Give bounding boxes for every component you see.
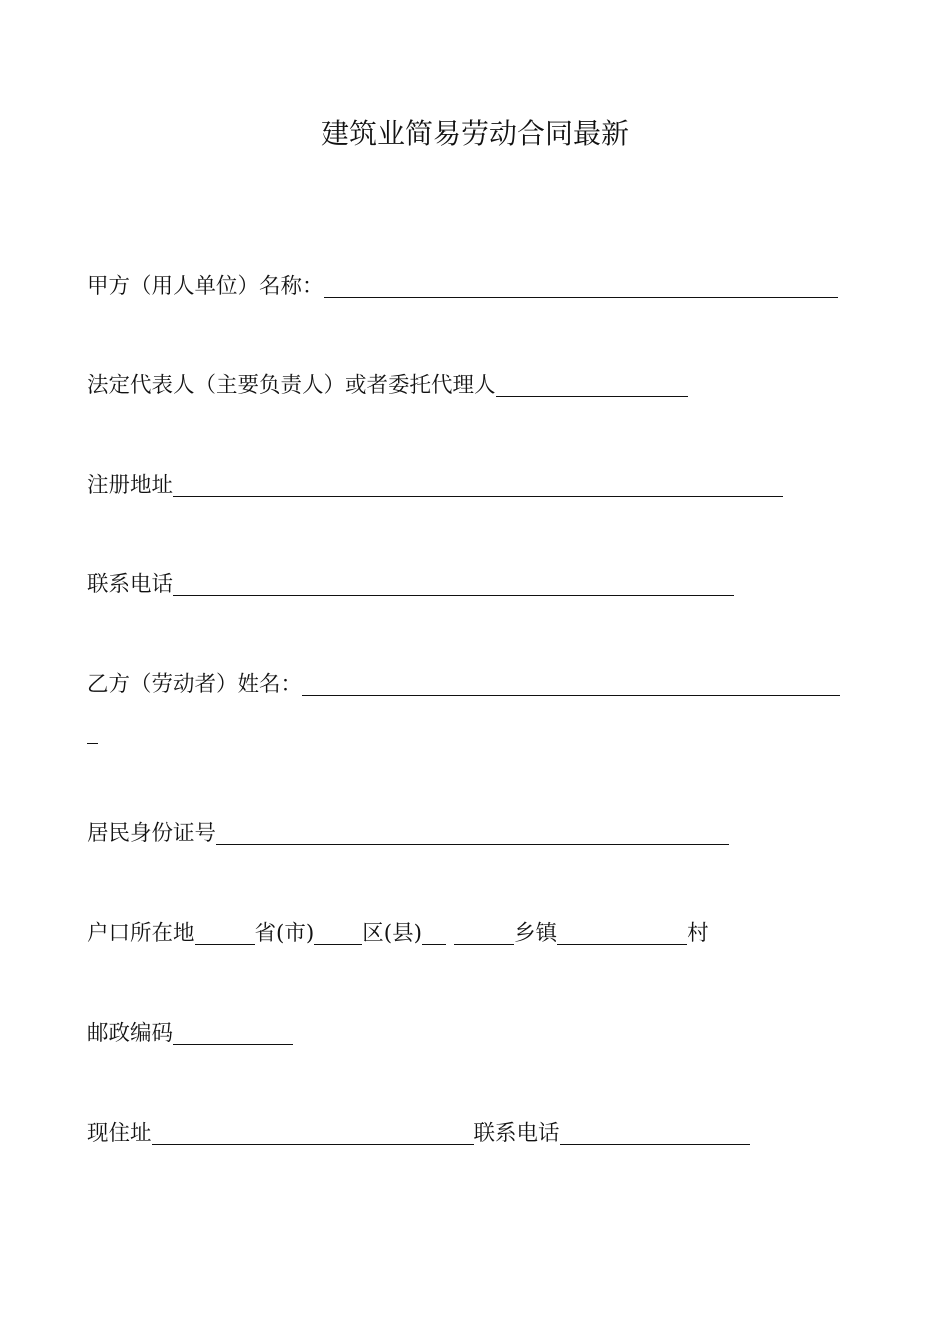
party-b-name-label: 乙方（劳动者）姓名： [87,672,303,697]
id-number-label: 居民身份证号 [87,821,217,846]
phone-a-label: 联系电话 [87,572,174,597]
postal-code-row [87,1013,293,1049]
current-address-blank[interactable] [152,1122,474,1145]
hukou-province-label: 省(市) [254,921,315,946]
party-b-name-row [87,664,840,700]
hukou-village-blank[interactable] [557,922,687,945]
current-address-label: 现住址 [87,1121,152,1146]
phone-a-blank[interactable] [173,573,734,596]
phone-b-blank[interactable] [560,1122,750,1145]
legal-rep-blank[interactable] [496,374,688,397]
party-b-name-continuation [87,712,98,748]
registered-address-label: 注册地址 [87,473,174,498]
legal-rep-label: 法定代表人（主要负责人）或者委托代理人 [87,373,496,398]
party-a-name-label: 甲方（用人单位）名称： [87,274,324,299]
hukou-village-label: 村 [687,921,709,946]
current-address-row [87,1113,750,1149]
id-number-row [87,813,729,849]
registered-address-row [87,465,783,501]
party-b-name-blank-continuation[interactable] [87,721,98,744]
hukou-district-label: 区(县) [362,921,423,946]
hukou-row [87,913,709,949]
hukou-label: 户口所在地 [87,921,195,946]
hukou-district-blank-extra[interactable] [422,922,446,945]
party-b-name-blank[interactable] [302,673,840,696]
id-number-blank[interactable] [216,822,729,845]
hukou-province-blank[interactable] [195,922,255,945]
party-a-name-row [87,266,838,302]
hukou-town-label: 乡镇 [514,921,558,946]
phone-b-label: 联系电话 [473,1121,560,1146]
registered-address-blank[interactable] [173,474,783,497]
hukou-district-blank[interactable] [314,922,362,945]
hukou-town-blank[interactable] [454,922,514,945]
document-title: 建筑业简易劳动合同最新 [320,117,629,150]
postal-code-label: 邮政编码 [87,1021,174,1046]
postal-code-blank[interactable] [173,1022,293,1045]
legal-rep-row [87,365,688,401]
phone-a-row [87,564,734,600]
party-a-name-blank[interactable] [324,275,838,298]
